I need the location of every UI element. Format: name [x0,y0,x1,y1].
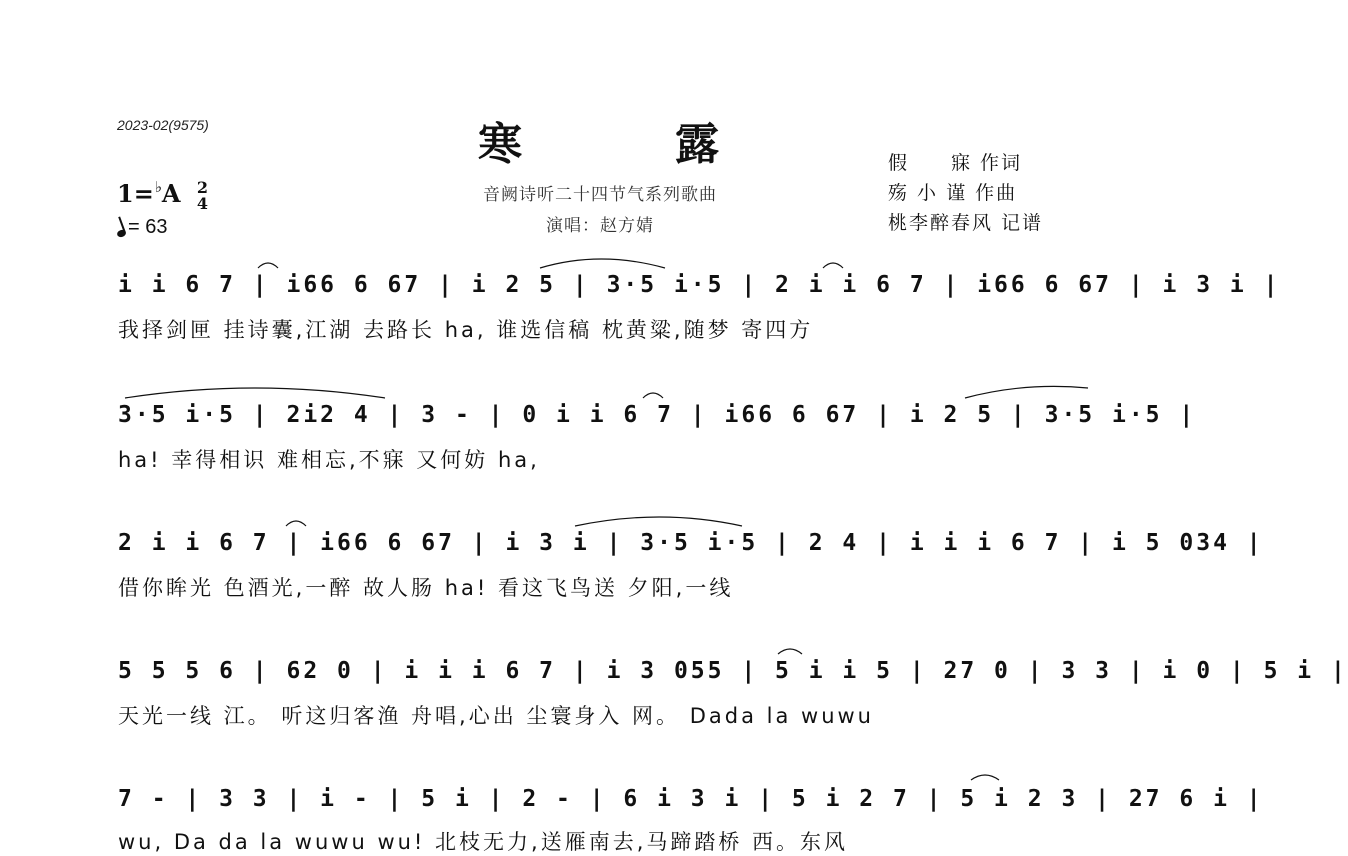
flat-sign: ♭ [154,178,162,196]
notation-line-2: 3·5 i·5 | 2i2 4 | 3 - | 0 i i 6 7 | i66 6 67 | i 2 5 | 3·5 i·5 | [118,402,1197,428]
lyric-line-3: 借你眸光 色酒光,一醉 故人肠 ha! 看这飞鸟送 夕阳,一线 [118,576,734,600]
lyric-line-4: 天光一线 江。 听这归客渔 舟唱,心出 尘寰身入 网。 Dada la wuwu [118,704,874,728]
slur-9 [778,649,802,654]
time-bottom: 4 [196,193,209,213]
lyricist-credit: 假 寐 作词 [888,152,1023,174]
transcriber-credit: 桃李醉春风 记谱 [888,212,1044,234]
lyric-line-1: 我择剑匣 挂诗囊,江湖 去路长 ha, 谁选信稿 枕黄粱,随梦 寄四方 [118,318,814,342]
slur-7 [286,521,306,526]
slur-1 [258,263,278,268]
slur-10 [971,775,999,780]
key-label: 1= [117,179,154,208]
notation-line-1: i i 6 7 | i66 6 67 | i 2 5 | 3·5 i·5 | 2 i i 6 7 | i66 6 67 | i 3 i | [118,272,1281,298]
title-char-2: 露 [675,119,722,170]
slur-4 [125,388,385,398]
score-code: 2023-02(9575) [117,117,209,133]
slur-3 [823,263,843,268]
lyric-line-2: ha! 幸得相识 难相忘,不寐 又何妨 ha, [118,448,540,472]
notation-line-3: 2 i i 6 7 | i66 6 67 | i 3 i | 3·5 i·5 | 2 4 | i i i 6 7 | i 5 034 | [118,530,1264,556]
notation-line-4: 5 5 5 6 | 62 0 | i i i 6 7 | i 3 055 | 5 i i 5 | 27 0 | 3 3 | i 0 | 5 i | [118,658,1348,684]
slur-2 [540,259,665,268]
composer-credit: 殇 小 谨 作曲 [888,182,1018,204]
singer-credit: 演唱：赵方婧 [546,216,654,236]
slur-8 [575,517,742,526]
song-subtitle: 音阙诗听二十四节气系列歌曲 [483,185,717,205]
tempo-value: = 63 [128,216,168,238]
slur-6 [965,386,1088,398]
slur-5 [643,393,663,398]
time-top: 2 [196,177,209,197]
lyric-line-5: wu, Da da la wuwu wu! 北枝无力,送雁南去,马蹄踏桥 西。东风 [118,830,849,854]
notation-line-5: 7 - | 3 3 | i - | 5 i | 2 - | 6 i 3 i | 5 i 2 7 | 5 i 2 3 | 27 6 i | [118,786,1264,812]
key-note: A [161,179,181,208]
title-char-1: 寒 [478,119,525,170]
